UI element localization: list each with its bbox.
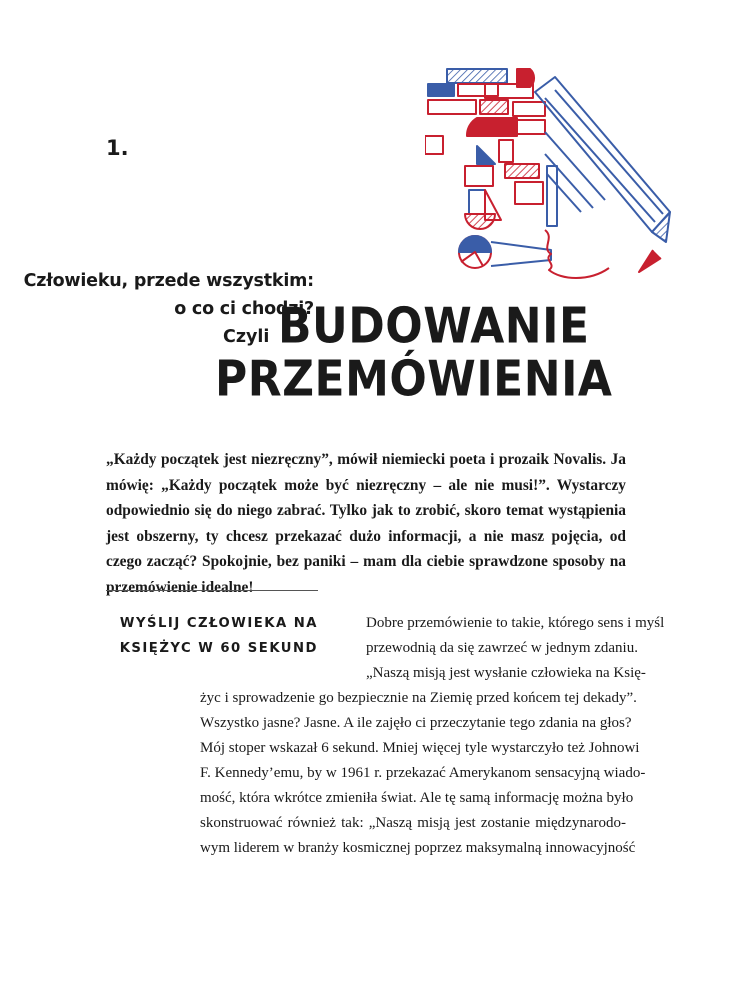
chapter-title-line-1: BUDOWANIE (278, 297, 590, 355)
section-body (200, 611, 665, 861)
section-heading-line-1: WYŚLIJ CZŁOWIEKA NA (119, 616, 318, 631)
chapter-number: 1. (106, 136, 129, 160)
subtitle-line-2: o co ci chodzi? (174, 299, 314, 319)
section-divider (106, 590, 318, 591)
body-line: mość, która wkrótce zmieniła świat. Ale tę samą informację można było (200, 790, 634, 806)
subtitle-line-1: Człowieku, przede wszystkim: (23, 271, 314, 291)
body-line: „Naszą misją jest wysłanie człowieka na Księ- (366, 665, 646, 681)
subtitle-connector: Czyli (223, 327, 270, 347)
body-line: przewodnią da się zawrzeć w jednym zdaniu. (366, 640, 638, 656)
chapter-title-line-2: PRZEMÓWIENIA (215, 350, 613, 408)
body-line: życ i sprowadzenie go bezpiecznie na Ziemię przed końcem tej dekady”. (200, 690, 637, 706)
head-with-pencil-illustration (425, 62, 675, 294)
body-line: F. Kennedy’emu, by w 1961 r. przekazać Amerykanom sensacyjną wiado- (200, 765, 646, 781)
body-line: skonstruować również tak: „Naszą misją jest zostanie międzynarodo- (200, 815, 626, 831)
body-line: wym liderem w branży kosmicznej poprzez maksymalną innowacyjność (200, 840, 636, 856)
intro-paragraph: „Każdy początek jest niezręczny”, mówił niemiecki poeta i prozaik Novalis. Ja mówię: „Każdy początek może być niezręczny – ale nie musi!”. Wystarczy odpowiednio się do niego zabrać. Tylko jak to zrobić, skoro temat wystąpienia jest obszerny, ty chcesz przekazać dużo informacji, a nie masz pojęcia, od czego zacząć? Spokojnie, bez paniki – mam dla ciebie sprawdzone sposoby na przemówienie idealne! (106, 451, 626, 596)
body-line: Wszystko jasne? Jasne. A ile zajęło ci przeczytanie tego zdania na głos? (200, 715, 632, 731)
body-line: Dobre przemówienie to takie, którego sens i myśl (366, 615, 665, 631)
body-line: Mój stoper wskazał 6 sekund. Mniej więcej tyle wystarczyło też Johnowi (200, 740, 640, 756)
section-heading-line-2: KSIĘŻYC W 60 SEKUND (119, 641, 318, 656)
